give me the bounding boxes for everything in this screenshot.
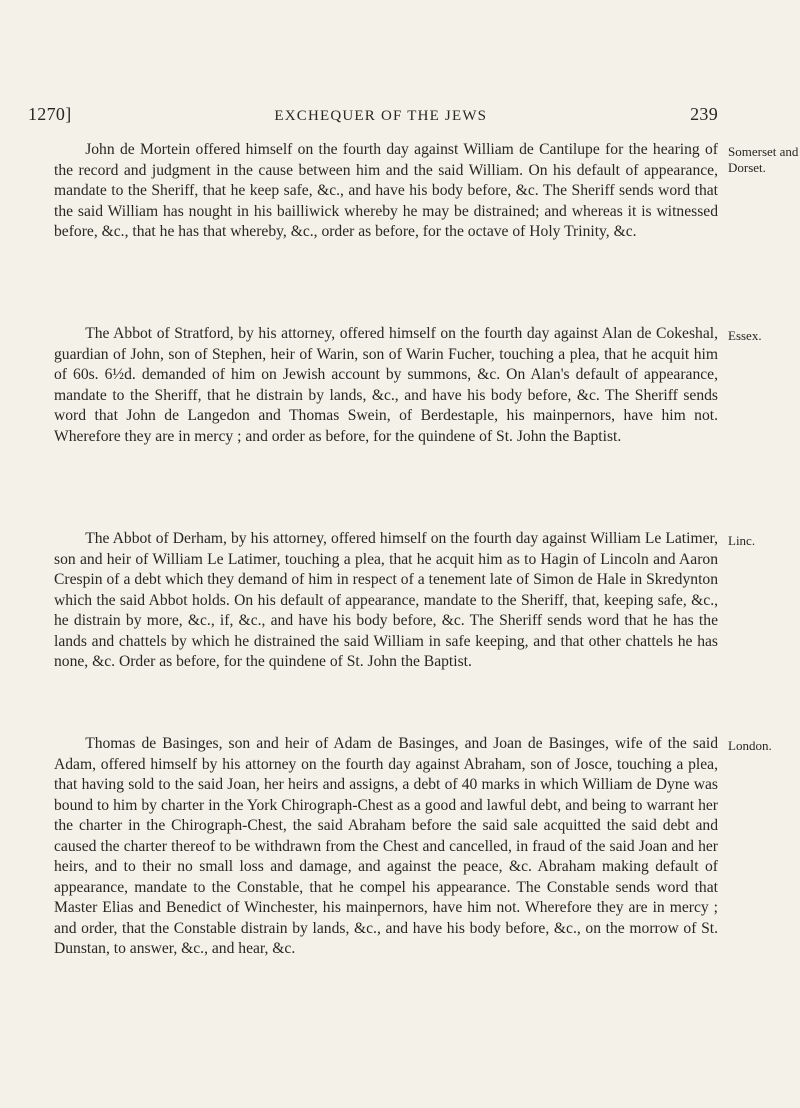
margin-note: Essex. — [728, 328, 762, 343]
margin-note: Somerset and Dorset. — [728, 144, 799, 175]
entry-text: Thomas de Basinges, son and heir of Adam de Basinges, and Joan de Basinges, wife of the said Adam, offered himself by his attorney on the fourth day against Abraham, son of Josce, touching a plea, that having sold to the said Joan, her heirs and assigns, a debt of 40 marks in which William de Dyne was bound to him by charter in the York Chirograph-Chest as a good and lawful debt, and being to warrant her the charter in the Chirograph-Chest, the said Abraham before the said sale acquitted the said debt and caused the charter thereof to be withdrawn from the Chest and cancelled, in fraud of the said Joan and her heirs, and to their no small loss and damage, and against the peace, &c. Abraham making default of appearance, mandate to the Constable, that he compel his appearance. The Constable sends word that Master Elias and Benedict of Winchester, his mainpernors, have him not. Wherefore they are in mercy ; and order, that the Constable distrain by lands, &c., and have his body before, &c., on the morrow of St. Dunstan, to answer, &c., and hear, &c. — [54, 735, 718, 957]
entry-linc — [54, 529, 718, 673]
running-header — [28, 104, 718, 125]
entry-essex — [54, 324, 718, 447]
entry-london — [54, 734, 718, 960]
margin-note: London. — [728, 738, 772, 753]
header-year: 1270] — [28, 104, 72, 124]
page-number: 239 — [690, 104, 718, 124]
entry-text: The Abbot of Stratford, by his attorney, offered himself on the fourth day against Alan de Cokeshal, guardian of John, son of Stephen, heir of Warin, son of Warin Fucher, touching a plea, that he acquit him of 60s. 6½d. demanded of him on Jewish account by summons, &c. On Alan's default of appearance, mandate to the Sheriff, that he distrain by lands, &c., and have his body before, &c. The Sheriff sends word that John de Langedon and Thomas Swein, of Berdestaple, his mainpernors, have him not. Wherefore they are in mercy ; and order as before, for the quindene of St. John the Baptist. — [54, 325, 718, 445]
margin-note: Linc. — [728, 533, 756, 548]
entry-text: John de Mortein offered himself on the fourth day against William de Cantilupe for the hearing of the record and judgment in the cause between him and the said William. On his default of appearance, mandate to the Sheriff, that he keep safe, &c., and have his body before, &c. The Sheriff sends word that the said William has nought in his bailliwick whereby he may be distrained; and whereas it is witnessed before, &c., that he has that whereby, &c., order as before, for the octave of Holy Trinity, &c. — [54, 141, 718, 240]
header-title: EXCHEQUER OF THE JEWS — [274, 108, 488, 124]
entry-text: The Abbot of Derham, by his attorney, offered himself on the fourth day against William Le Latimer, son and heir of William Le Latimer, touching a plea, that he acquit him as to Hagin of Lincoln and Aaron Crespin of a debt which they demand of him in respect of a tenement late of Simon de Hale in Skredynton which the said Abbot holds. On his default of appearance, mandate to the Sheriff, that, keeping safe, &c., he distrain by more, &c., if, &c., and have his body before, &c. The Sheriff sends word that he has the lands and chattels by which he distrained the said William in safe keeping, and that other chattels he has none, &c. Order as before, for the quindene of St. John the Baptist. — [54, 530, 718, 670]
entry-somerset — [54, 140, 718, 243]
